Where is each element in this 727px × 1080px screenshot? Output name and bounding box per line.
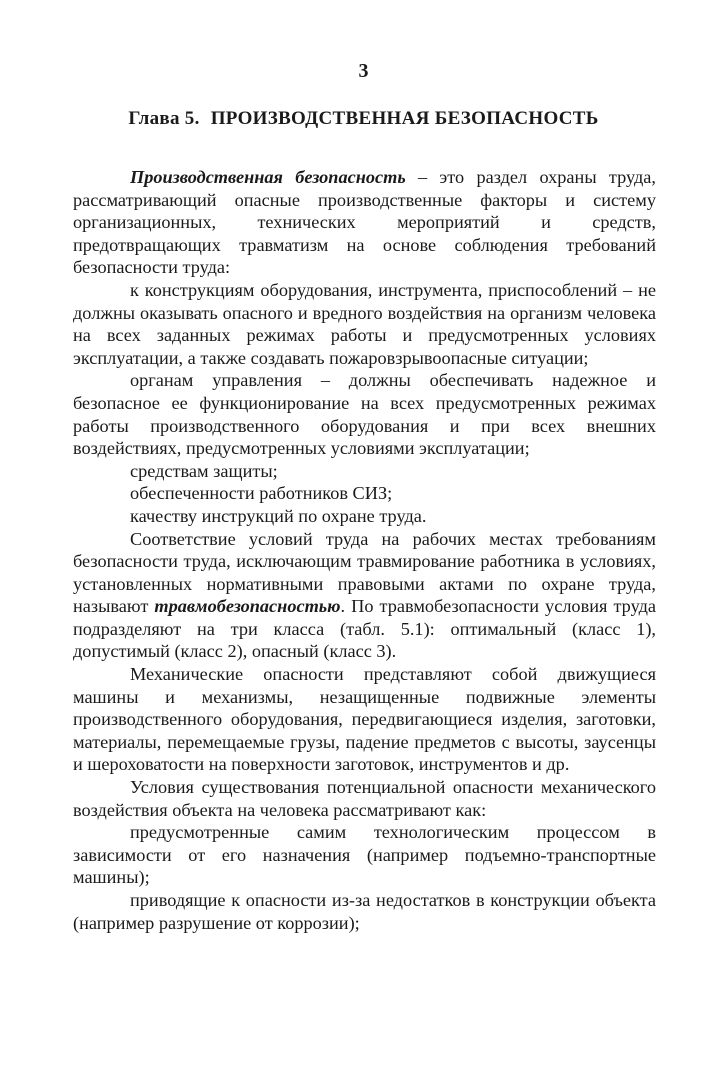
body-text	[73, 166, 656, 934]
chapter-title	[0, 108, 727, 130]
paragraph-controls: органам управления – должны обеспечивать надежное и безопасное ее функционирование на всех предусмотренных режимах работы производственного оборудования и при всех внешних воздействиях, предусмотренных условиями эксплуатации;	[73, 370, 656, 459]
paragraph-conditions: Условия существования потенциальной опасности механического воздействия объекта на человека рассматривают как:	[73, 777, 656, 820]
paragraph-mechanical-hazards: Механические опасности представляют собой движущиеся машины и механизмы, незащищенные подвижные элементы производственного оборудования, передвигающиеся изделия, заготовки, материалы, перемещаемые грузы, падение предметов с высоты, заусенцы и шероховатости на поверхности заготовок, инструментов и др.	[73, 664, 656, 775]
paragraph-ppe: обеспеченности работников СИЗ;	[130, 483, 393, 504]
paragraph-equipment: к конструкциям оборудования, инструмента, приспособлений – не должны оказывать опасного и вредного воздействия на организм человека на всех заданных режимах работы и предусмотренных условиях эксплуатации, а также создавать пожаровзрывоопасные ситуации;	[73, 279, 656, 368]
paragraph-text: Соответствие условий труда на рабочих местах требованиям безопасности труда, исключающим травмирование работника в условиях, установленных нормативными правовыми актами по охране труда, называют	[73, 528, 656, 617]
paragraph-text: . По травмобезопасности условия труда подразделяют на три класса (табл. 5.1): оптимальный (класс 1), допустимый (класс 2), опасный (класс 3).	[73, 596, 656, 662]
chapter-title-text: ПРОИЗВОДСТВЕННАЯ БЕЗОПАСНОСТЬ	[210, 108, 599, 129]
defined-term-production-safety: Производственная безопасность	[130, 167, 406, 187]
paragraph-definition	[73, 166, 656, 279]
chapter-label: Глава 5.	[128, 108, 200, 129]
paragraph-text: – это раздел охраны труда, рассматривающий опасные производственные факторы и систему организационных, технических мероприятий и средств, предотвращающих травматизм на основе соблюдения требований безопасности труда:	[73, 167, 656, 278]
paragraph-instructions: качеству инструкций по охране труда.	[130, 505, 427, 526]
paragraph-injury-safety	[73, 528, 656, 664]
paragraph-design-defects: приводящие к опасности из-за недостатков в конструкции объекта (например разрушение от коррозии);	[73, 890, 656, 933]
defined-term-injury-safety: травмобезопасностью	[154, 596, 341, 617]
paragraph-protection: средствам защиты;	[130, 460, 278, 481]
paragraph-process: предусмотренные самим технологическим процессом в зависимости от его назначения (например подъемно-транспортные машины);	[73, 822, 656, 888]
page-number: 3	[358, 60, 369, 82]
